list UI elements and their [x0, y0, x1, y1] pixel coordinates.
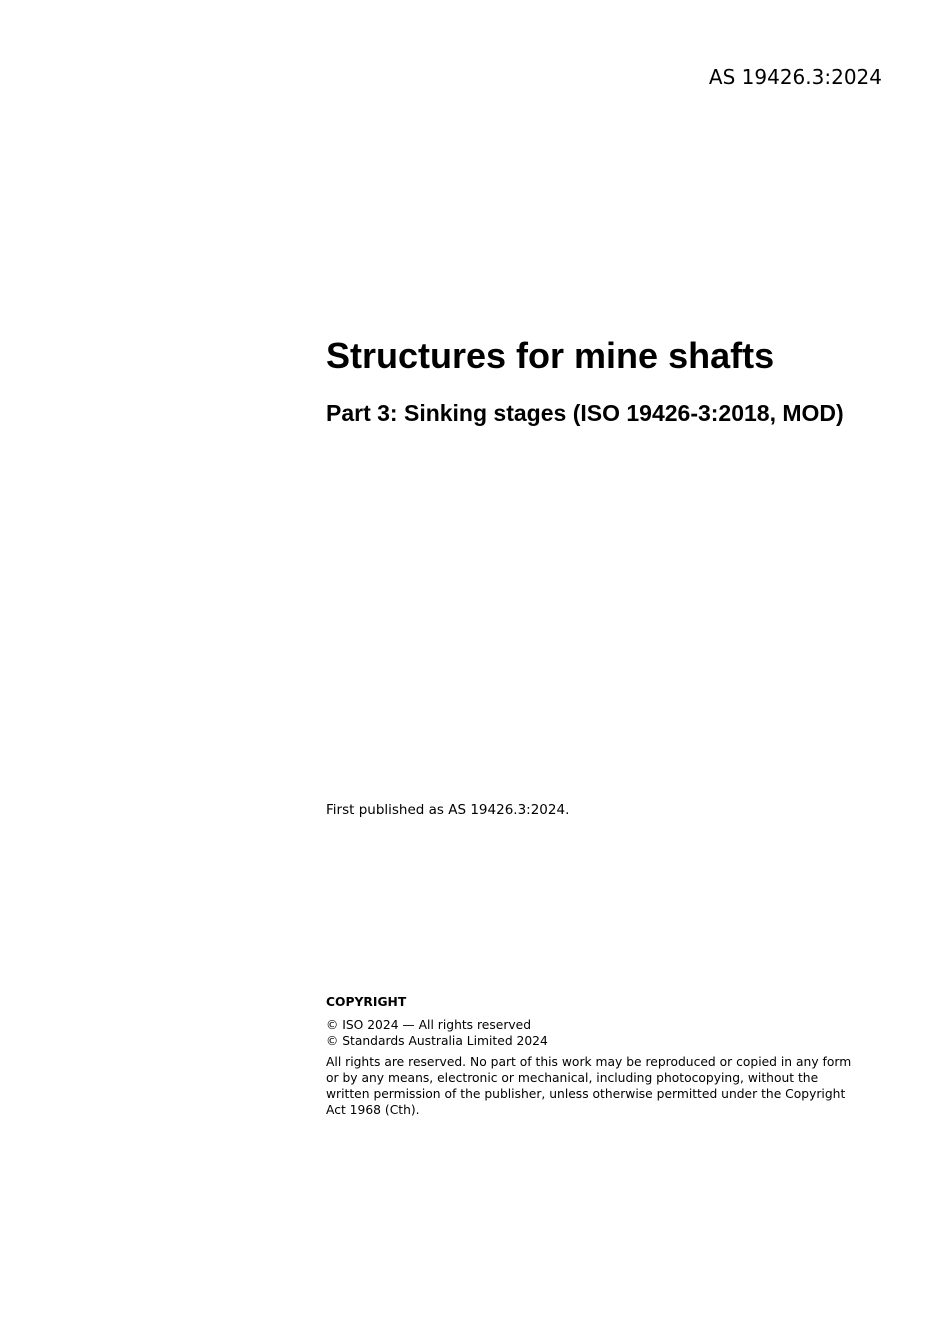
document-title: Structures for mine shafts: [326, 335, 775, 376]
copyright-iso-line: © ISO 2024 — All rights reserved: [326, 1018, 532, 1032]
document-subtitle: Part 3: Sinking stages (ISO 19426-3:2018, MOD): [326, 400, 844, 426]
title-block: [326, 334, 906, 428]
copyright-standards-australia-line: © Standards Australia Limited 2024: [326, 1034, 548, 1048]
rights-reserved-text: All rights are reserved. No part of this work may be reproduced or copied in any form or by any means, electronic or mechanical, including photocopying, without the written permission of the publisher, unless otherwise permitted under the Copyright Act 1968 (Cth).: [326, 1055, 852, 1117]
copyright-block: [326, 994, 856, 1118]
copyright-heading: COPYRIGHT: [326, 995, 407, 1009]
document-number: AS 19426.3:2024: [708, 65, 882, 89]
first-published-note: First published as AS 19426.3:2024.: [326, 802, 570, 818]
